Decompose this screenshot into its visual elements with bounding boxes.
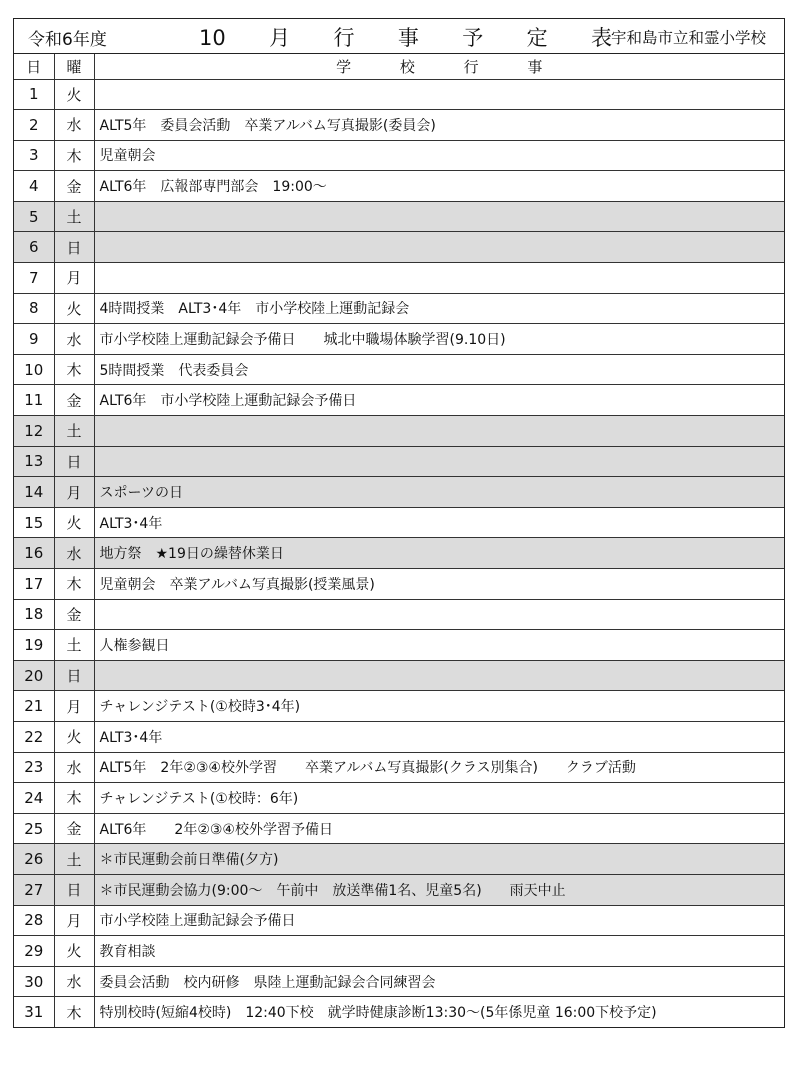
day-cell: 19 (14, 630, 54, 661)
table-row (14, 813, 784, 844)
event-cell: ＊市民運動会協力(9:00～ 午前中 放送準備1名、児童5名) 雨天中止 (94, 874, 784, 905)
weekday-cell: 水 (54, 110, 94, 141)
table-row (14, 507, 784, 538)
day-cell: 29 (14, 936, 54, 967)
event-cell: ALT3･4年 (94, 507, 784, 538)
table-row (14, 385, 784, 416)
title-part: 月 (269, 26, 291, 50)
weekday-cell: 水 (54, 752, 94, 783)
event-cell (94, 232, 784, 263)
weekday-cell: 月 (54, 905, 94, 936)
weekday-cell: 水 (54, 538, 94, 569)
table-row (14, 936, 784, 967)
day-cell: 3 (14, 140, 54, 171)
column-header-events: 学 校 行 事 (94, 54, 784, 79)
day-cell: 31 (14, 997, 54, 1028)
event-cell: 市小学校陸上運動記録会予備日 城北中職場体験学習(9.10日) (94, 324, 784, 355)
event-cell (94, 660, 784, 691)
weekday-cell: 木 (54, 140, 94, 171)
event-cell: 児童朝会 (94, 140, 784, 171)
event-cell (94, 263, 784, 294)
table-header-row (14, 54, 784, 79)
schedule-sheet (13, 18, 785, 1028)
event-cell: チャレンジテスト(①校時3･4年) (94, 691, 784, 722)
table-row (14, 171, 784, 202)
day-cell: 11 (14, 385, 54, 416)
table-row (14, 752, 784, 783)
table-row (14, 416, 784, 447)
day-cell: 28 (14, 905, 54, 936)
weekday-cell: 日 (54, 660, 94, 691)
schedule-title (199, 22, 612, 52)
title-part: 定 (526, 26, 548, 50)
school-name: 宇和島市立和霊小学校 (610, 29, 766, 47)
weekday-cell: 木 (54, 569, 94, 600)
event-cell: 4時間授業 ALT3･4年 市小学校陸上運動記録会 (94, 293, 784, 324)
day-cell: 23 (14, 752, 54, 783)
weekday-cell: 水 (54, 966, 94, 997)
day-cell: 15 (14, 507, 54, 538)
weekday-cell: 金 (54, 171, 94, 202)
weekday-cell: 火 (54, 721, 94, 752)
weekday-cell: 月 (54, 263, 94, 294)
event-cell: 人権参観日 (94, 630, 784, 661)
event-cell: 特別校時(短縮4校時) 12:40下校 就学時健康診断13:30～(5年係児童 16:00下校予定) (94, 997, 784, 1028)
table-row (14, 232, 784, 263)
table-row (14, 446, 784, 477)
event-cell: ALT3･4年 (94, 721, 784, 752)
table-row (14, 477, 784, 508)
weekday-cell: 土 (54, 630, 94, 661)
day-cell: 20 (14, 660, 54, 691)
event-cell: ALT6年 市小学校陸上運動記録会予備日 (94, 385, 784, 416)
event-cell (94, 201, 784, 232)
table-row (14, 844, 784, 875)
event-cell (94, 446, 784, 477)
day-cell: 13 (14, 446, 54, 477)
day-cell: 6 (14, 232, 54, 263)
day-cell: 18 (14, 599, 54, 630)
fiscal-year-label: 令和6年度 (28, 30, 107, 50)
schedule-table (14, 54, 784, 1027)
table-row (14, 110, 784, 141)
day-cell: 5 (14, 201, 54, 232)
table-row (14, 538, 784, 569)
event-cell: ALT5年 2年②③④校外学習 卒業アルバム写真撮影(クラス別集合) クラブ活動 (94, 752, 784, 783)
weekday-cell: 木 (54, 354, 94, 385)
event-cell: ALT6年 広報部専門部会 19:00～ (94, 171, 784, 202)
day-cell: 27 (14, 874, 54, 905)
day-cell: 24 (14, 783, 54, 814)
table-row (14, 660, 784, 691)
weekday-cell: 水 (54, 324, 94, 355)
weekday-cell: 日 (54, 874, 94, 905)
table-row (14, 721, 784, 752)
event-cell: 教育相談 (94, 936, 784, 967)
day-cell: 7 (14, 263, 54, 294)
weekday-cell: 火 (54, 507, 94, 538)
event-cell: 5時間授業 代表委員会 (94, 354, 784, 385)
weekday-cell: 土 (54, 416, 94, 447)
day-cell: 22 (14, 721, 54, 752)
table-row (14, 783, 784, 814)
day-cell: 9 (14, 324, 54, 355)
weekday-cell: 土 (54, 201, 94, 232)
weekday-cell: 金 (54, 813, 94, 844)
day-cell: 26 (14, 844, 54, 875)
event-cell (94, 79, 784, 110)
event-cell: ＊市民運動会前日準備(夕方) (94, 844, 784, 875)
weekday-cell: 火 (54, 79, 94, 110)
day-cell: 10 (14, 354, 54, 385)
event-cell: チャレンジテスト(①校時：6年) (94, 783, 784, 814)
weekday-cell: 日 (54, 232, 94, 263)
day-cell: 25 (14, 813, 54, 844)
event-cell: スポーツの日 (94, 477, 784, 508)
event-cell: 児童朝会 卒業アルバム写真撮影(授業風景) (94, 569, 784, 600)
day-cell: 17 (14, 569, 54, 600)
weekday-cell: 金 (54, 599, 94, 630)
table-row (14, 569, 784, 600)
weekday-cell: 金 (54, 385, 94, 416)
weekday-cell: 火 (54, 293, 94, 324)
event-cell: ALT5年 委員会活動 卒業アルバム写真撮影(委員会) (94, 110, 784, 141)
day-cell: 21 (14, 691, 54, 722)
day-cell: 2 (14, 110, 54, 141)
table-row (14, 905, 784, 936)
table-row (14, 201, 784, 232)
event-cell: 市小学校陸上運動記録会予備日 (94, 905, 784, 936)
table-row (14, 599, 784, 630)
weekday-cell: 木 (54, 783, 94, 814)
table-row (14, 354, 784, 385)
title-part: 予 (462, 26, 484, 50)
title-part: 10 (199, 26, 226, 50)
day-cell: 12 (14, 416, 54, 447)
day-cell: 16 (14, 538, 54, 569)
table-row (14, 324, 784, 355)
title-part: 表 (590, 26, 612, 50)
schedule-header (14, 19, 784, 54)
title-part: 行 (333, 26, 355, 50)
event-cell: 委員会活動 校内研修 県陸上運動記録会合同練習会 (94, 966, 784, 997)
table-row (14, 263, 784, 294)
day-cell: 14 (14, 477, 54, 508)
weekday-cell: 土 (54, 844, 94, 875)
table-row (14, 874, 784, 905)
event-cell (94, 416, 784, 447)
day-cell: 8 (14, 293, 54, 324)
column-header-weekday: 曜 (54, 54, 94, 79)
table-row (14, 140, 784, 171)
table-row (14, 997, 784, 1028)
event-cell: ALT6年 2年②③④校外学習予備日 (94, 813, 784, 844)
title-part: 事 (397, 26, 419, 50)
table-row (14, 79, 784, 110)
day-cell: 1 (14, 79, 54, 110)
table-row (14, 691, 784, 722)
weekday-cell: 月 (54, 477, 94, 508)
weekday-cell: 火 (54, 936, 94, 967)
weekday-cell: 日 (54, 446, 94, 477)
table-row (14, 630, 784, 661)
table-row (14, 966, 784, 997)
event-cell (94, 599, 784, 630)
weekday-cell: 木 (54, 997, 94, 1028)
day-cell: 4 (14, 171, 54, 202)
day-cell: 30 (14, 966, 54, 997)
table-row (14, 293, 784, 324)
weekday-cell: 月 (54, 691, 94, 722)
event-cell: 地方祭 ★19日の繰替休業日 (94, 538, 784, 569)
column-header-day: 日 (14, 54, 54, 79)
